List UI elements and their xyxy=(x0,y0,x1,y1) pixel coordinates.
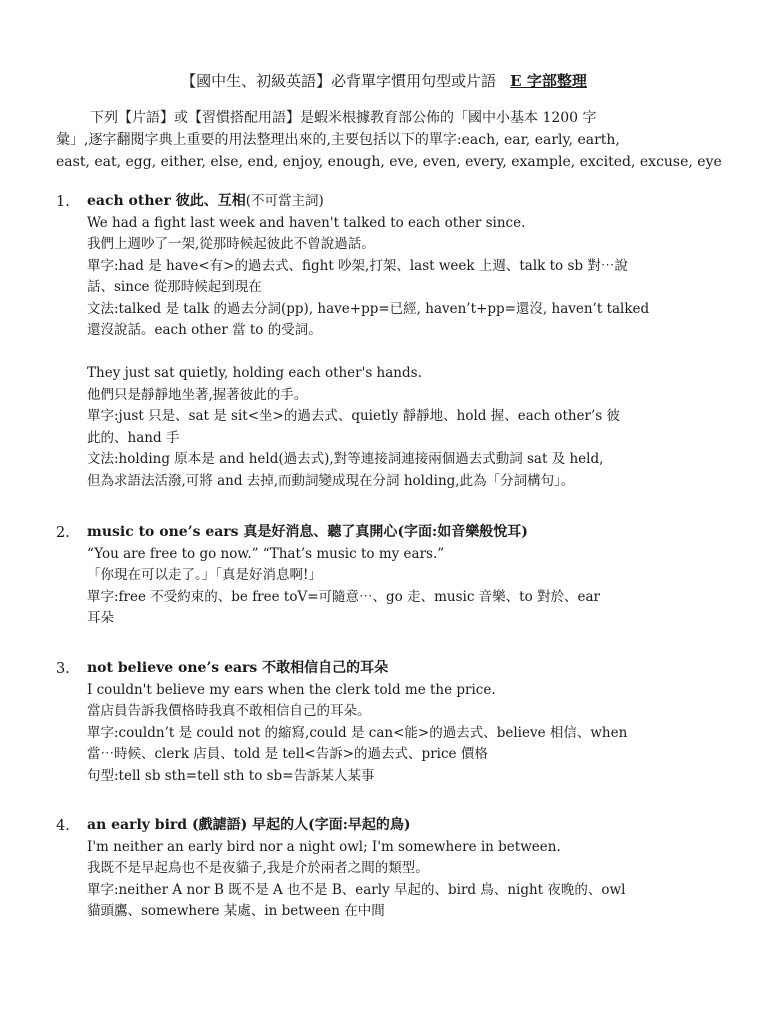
entry-line: 單字:had 是 have<有>的過去式、fight 吵架,打架、last week 上週、talk to sb 對⋯說 xyxy=(87,257,628,274)
intro-line: east, eat, egg, either, else, end, enjoy, enough, eve, even, every, example, excited, excuse, eye xyxy=(56,154,722,170)
intro-paragraph xyxy=(56,107,722,173)
entry-line: 單字:neither A nor B 既不是 A 也不是 B、early 早起的、bird 鳥、night 夜晚的、owl xyxy=(87,881,626,898)
entry-line: 「你現在可以走了。」「真是好消息啊!」 xyxy=(87,567,322,583)
entry-number: 3. xyxy=(56,661,70,677)
entry-line: 單字:just 只是、sat 是 sit<坐>的過去式、quietly 靜靜地、hold 握、each other’s 彼 xyxy=(87,408,621,424)
entry-line: I'm neither an early bird nor a night owl; I'm somewhere in between. xyxy=(87,838,561,855)
entry-heading: not believe one’s ears 不敢相信自己的耳朵 xyxy=(87,660,389,676)
entry-line: I couldn't believe my ears when the clerk told me the price. xyxy=(87,681,496,698)
entry-spacer xyxy=(87,342,720,364)
entry-heading: an early bird (戲謔語) 早起的人 xyxy=(87,817,309,833)
entry-heading-note: (字面:早起的鳥) xyxy=(308,817,411,833)
entry-line: 文法:talked 是 talk 的過去分詞(pp), have+pp=已經, haven’t+pp=還沒, haven’t talked xyxy=(87,300,650,317)
entry-body xyxy=(87,522,720,630)
intro-line: 彙」,逐字翻閱字典上重要的用法整理出來的,主要包括以下的單字:each, ear, early, earth, xyxy=(56,132,620,148)
entry-number: 1. xyxy=(56,194,70,210)
entry-line: 我既不是早起鳥也不是夜貓子,我是介於兩者之間的類型。 xyxy=(87,860,429,876)
entry-line: 當店員告訴我價格時我真不敢相信自己的耳朵。 xyxy=(87,703,371,719)
entry-line: 單字:free 不受約束的、be free toV=可隨意⋯、go 走、music 音樂、to 對於、ear xyxy=(87,588,601,605)
intro-line: 下列【片語】或【習慣搭配用語】是蝦米根據教育部公佈的「國中小基本 1200 字 xyxy=(90,110,597,126)
entry-line: 我們上週吵了一架,從那時候起彼此不曾說過話。 xyxy=(87,236,375,252)
entry-heading: music to one’s ears 真是好消息、聽了真開心 xyxy=(87,524,398,540)
entry-line: 句型:tell sb sth=tell sth to sb=告訴某人某事 xyxy=(87,767,375,784)
entry-line: 但為求語法活潑,可將 and 去掉,而動詞變成現在分詞 holding,此為「分詞構句」。 xyxy=(87,472,575,489)
entry-line: 他們只是靜靜地坐著,握著彼此的手。 xyxy=(87,386,308,403)
entry-line: 耳朵 xyxy=(87,610,114,626)
entry-heading-note: (不可當主詞) xyxy=(245,193,324,209)
entry-line: 此的、hand 手 xyxy=(87,429,180,446)
entry-body xyxy=(87,658,720,787)
entry-line: They just sat quietly, holding each other's hands. xyxy=(87,365,422,381)
entry-line: 話、since 從那時候起到現在 xyxy=(87,279,262,295)
entry-body xyxy=(87,815,720,923)
entry-body xyxy=(87,191,720,492)
title-sub: E 字部整理 xyxy=(510,72,587,90)
title-main: 【國中生、初級英語】必背單字慣用句型或片語 xyxy=(181,72,497,90)
entry-heading-note: (字面:如音樂般悅耳) xyxy=(397,524,528,540)
document-title xyxy=(0,71,768,91)
entry-heading: each other 彼此、互相 xyxy=(87,193,246,209)
entry-line: 貓頭鷹、somewhere 某處、in between 在中間 xyxy=(87,903,385,919)
entry-line: 還沒說話。each other 當 to 的受詞。 xyxy=(87,322,322,338)
entry-line: 當⋯時候、clerk 店員、told 是 tell<告訴>的過去式、price 價格 xyxy=(87,746,488,762)
entry-line: “You are free to go now.” “That’s music to my ears.” xyxy=(87,545,445,562)
entry-number: 2. xyxy=(56,525,70,541)
entry-line: 文法:holding 原本是 and held(過去式),對等連接詞連接兩個過去式動詞 sat 及 held, xyxy=(87,451,604,467)
entry-number: 4. xyxy=(56,818,70,834)
entry-line: We had a fight last week and haven't talked to each other since. xyxy=(87,214,526,231)
entry-line: 單字:couldn’t 是 could not 的縮寫,could 是 can<能>的過去式、believe 相信、when xyxy=(87,724,628,741)
